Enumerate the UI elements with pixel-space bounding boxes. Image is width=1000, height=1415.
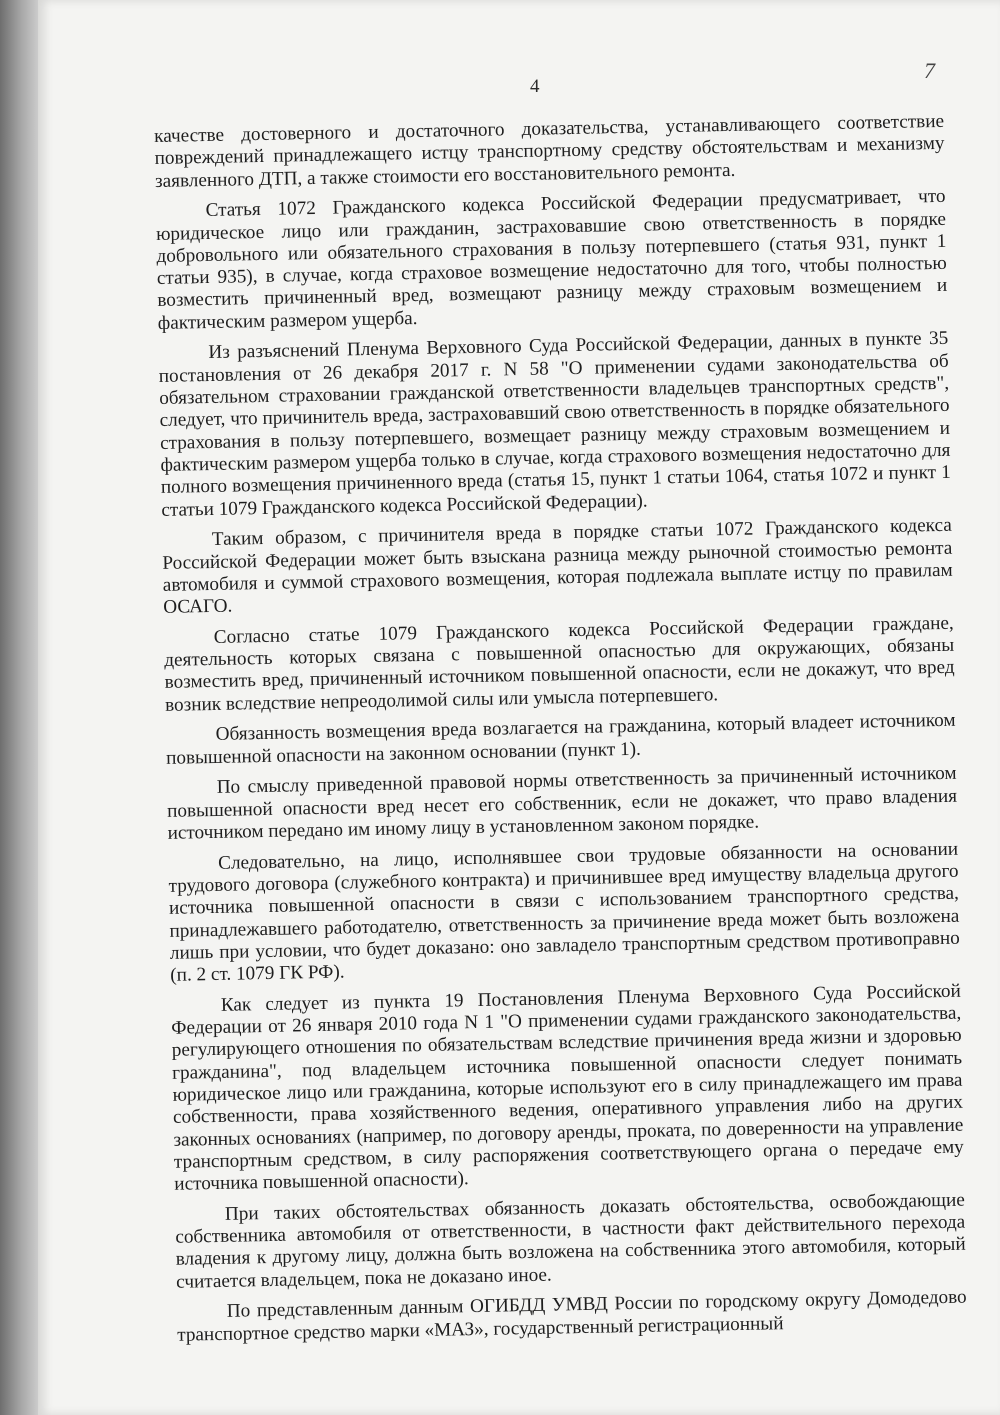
paragraph: Следовательно, на лицо, исполнявшее свои трудовые обязанности на основании трудового договора (служебного контракта) и причинившее вред имуществу владельца другого источника повышенной опасности в связи с использованием транспортного средства, принадлежавшего работодателю, ответственность за причинение вреда может быть возложена лишь при условии, что будет доказано: оно завладело транспортным средством противоправно (п. 2 ст. 1079 ГК РФ).	[168, 838, 960, 986]
paragraph: По смыслу приведенной правовой нормы ответственность за причиненный источником повышенной опасности вред несет его собственник, если не докажет, что право владения источником передано им иному лицу в установленном законом порядке.	[166, 763, 958, 844]
handwritten-page-mark: 7	[924, 58, 935, 83]
scan-edge-shadow	[0, 0, 40, 1415]
paragraph: качестве достоверного и достаточного доказательства, устанавливающего соответствие повреждений принадлежащего истцу транспортному средству обстоятельствам и механизму заявленного ДТП, а также стоимости его восстановительного ремонта.	[154, 110, 945, 192]
document-body	[154, 111, 967, 1355]
paragraph: Обязанность возмещения вреда возлагается на гражданина, который владеет источником повышенной опасности на законном основании (пункт 1).	[165, 710, 956, 769]
paragraph: При таких обстоятельствах обязанность доказать обстоятельства, освобождающие собственника автомобиля от ответственности, в частности факт действительного перехода владения к другому лицу, должна быть возложена на собственника этого автомобиля, который считается владельцем, пока не доказано иное.	[175, 1189, 966, 1293]
paragraph: Из разъяснений Пленума Верховного Суда Российской Федерации, данных в пункте 35 постановления от 26 декабря 2017 г. N 58 "О применении судами законодательства об обязательном страховании гражданской ответственности владельцев транспортных средств", следует, что причинитель вреда, застраховавший свою ответственность в порядке обязательного страхования в пользу потерпевшего, возмещает разницу между страховым возмещением и фактическим размером ущерба только в случае, когда страхового возмещения недостаточно для полного возмещения причиненного вреда (статья 15, пункт 1 статьи 1064, статья 1072 и пункт 1 статьи 1079 Гражданского кодекса Российской Федерации).	[158, 328, 952, 521]
paragraph: Как следует из пункта 19 Постановления Пленума Верховного Суда Российской Федерации от 26 января 2010 года N 1 "О применении судами гражданского законодательства, регулирующего отношения по обязательствам вследствие причинения вреда жизни и здоровью гражданина", под владельцем источника повышенной опасности следует понимать юридическое лицо или гражданина, которые используют его в силу принадлежащего им права собственности, права хозяйственного ведения, оперативного управления либо на других законных основаниях (например, по договору аренды, проката, по доверенности на управление транспортным средством, в силу распоряжения соответствующего органа о передаче ему источника повышенной опасности).	[171, 980, 964, 1195]
paragraph: По представленным данным ОГИБДД УМВД России по городскому округу Домодедово транспортное средство марки «МАЗ», государственный регистрационный	[177, 1287, 967, 1346]
page-number: 4	[530, 76, 540, 97]
paragraph: Согласно статье 1079 Гражданского кодекса Российской Федерации граждане, деятельность которых связана с повышенной опасностью для окружающих, обязаны возместить вред, причиненный источником повышенной опасности, если не докажут, что вред возник вследствие непреодолимой силы или умысла потерпевшего.	[164, 612, 955, 716]
paragraph: Статья 1072 Гражданского кодекса Российской Федерации предусматривает, что юридическое лицо или гражданин, застраховавшие свою ответственность в порядке добровольного или обязательного страхования в пользу потерпевшего (статья 931, пункт 1 статьи 935), в случае, когда страховое возмещение недостаточно для того, чтобы полностью возместить причиненный вред, возмещают разницу между страховым возмещением и фактическим размером ущерба.	[155, 186, 948, 334]
paragraph: Таким образом, с причинителя вреда в порядке статьи 1072 Гражданского кодекса Российской Федерации может быть взыскана разница между рыночной стоимостью ремонта автомобиля и суммой страхового возмещения, которая подлежала выплате истцу по правилам ОСАГО.	[162, 514, 953, 619]
